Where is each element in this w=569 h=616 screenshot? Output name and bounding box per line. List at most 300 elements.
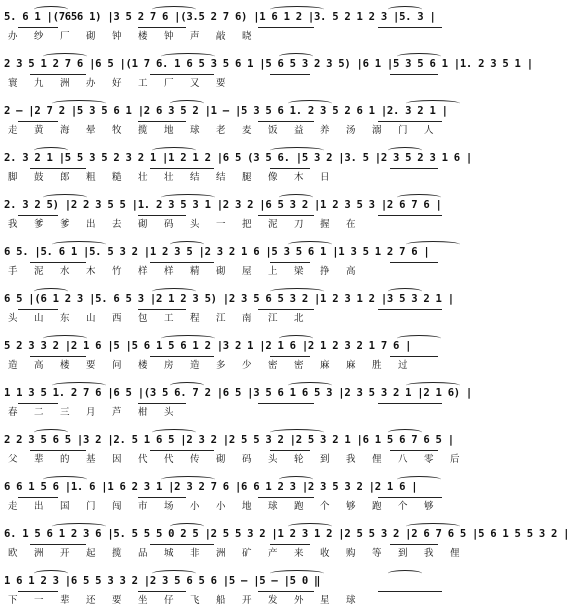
slur-mark: [152, 429, 196, 436]
slur-mark: [152, 570, 196, 577]
lyric-char: 零: [424, 454, 434, 465]
score-system: [4, 8, 494, 48]
score-system: [4, 384, 494, 424]
lyric-char: 门: [86, 501, 96, 512]
beam-underline: [258, 591, 314, 592]
lyric-line: [4, 312, 494, 326]
lyric-char: 钟: [164, 31, 174, 42]
slur-mark: [388, 288, 422, 295]
beam-underline: [258, 121, 314, 122]
notation-line: 6. 1 5 6 1 2 3 6 |5. 5 5 5 0 2 5 |2 5 5 3 2 |1 2 3 1 2 |2 5 5 3 2 |2 6 7 6 5 |5 6 1 5 5 3 2 |: [4, 528, 569, 540]
lyric-char: 竹: [112, 266, 122, 277]
beam-underline: [270, 262, 310, 263]
lyric-char: 溺: [372, 125, 382, 136]
beam-underline: [18, 497, 58, 498]
lyric-char: 球: [268, 501, 278, 512]
lyric-char: 黄: [34, 125, 44, 136]
lyric-char: 结: [190, 172, 200, 183]
lyric-char: 来: [294, 548, 304, 559]
lyric-char: 够: [346, 501, 356, 512]
beam-underline: [258, 215, 314, 216]
slur-mark: [52, 241, 106, 248]
lyric-char: 辈: [60, 595, 70, 606]
beam-underline: [270, 168, 310, 169]
beam-underline: [138, 309, 186, 310]
lyric-char: 跑: [372, 501, 382, 512]
beam-underline: [30, 262, 86, 263]
slur-mark: [406, 100, 460, 107]
slur-mark: [397, 335, 441, 342]
lyric-char: 敲: [216, 31, 226, 42]
lyric-char: 程: [190, 313, 200, 324]
lyric-char: 壮: [164, 172, 174, 183]
lyric-char: 麻: [320, 360, 330, 371]
lyric-char: 造: [190, 360, 200, 371]
slur-mark: [406, 382, 460, 389]
beam-underline: [18, 309, 58, 310]
lyric-char: 结: [216, 172, 226, 183]
slur-mark: [43, 53, 87, 60]
score-system: [4, 431, 494, 471]
beam-underline: [258, 309, 314, 310]
lyric-char: 麻: [346, 360, 356, 371]
lyric-char: 基: [86, 454, 96, 465]
lyric-char: 俚: [372, 454, 382, 465]
notation-line: 5. 6 1 |(7656 1) |3 5 2 7 6 |(3.5 2 7 6) |1 6 1 2 |3. 5 2 1 2 3 |5. 3 |: [4, 11, 436, 23]
lyric-char: 产: [268, 548, 278, 559]
slur-mark: [388, 429, 422, 436]
slur-mark: [34, 147, 68, 154]
lyric-char: 揽: [138, 125, 148, 136]
lyric-char: 在: [346, 219, 356, 230]
lyric-char: 造: [8, 360, 18, 371]
slur-mark: [397, 53, 441, 60]
notation-line: 6 5 |(6 1 2 3 |5. 6 5 3 |2 1 2 3 5) |2 3 5 6 5 3 2 |1 2 3 1 2 |3 5 3 2 1 |: [4, 293, 454, 305]
beam-underline: [150, 450, 214, 451]
slur-mark: [161, 335, 215, 342]
lyric-char: 像: [268, 172, 278, 183]
lyric-char: 要: [112, 595, 122, 606]
lyric-line: [4, 453, 494, 467]
score-system: [4, 102, 494, 142]
lyric-char: 月: [86, 407, 96, 418]
slur-mark: [152, 6, 196, 13]
lyric-line: [4, 30, 494, 44]
beam-underline: [138, 27, 186, 28]
lyric-char: 密: [294, 360, 304, 371]
lyric-line: [4, 359, 494, 373]
lyric-char: 揽: [112, 548, 122, 559]
lyric-char: 过: [398, 360, 408, 371]
lyric-char: 球: [190, 125, 200, 136]
lyric-char: 上: [268, 266, 278, 277]
lyric-char: 少: [242, 360, 252, 371]
slur-mark: [270, 6, 324, 13]
lyric-line: [4, 547, 494, 561]
score-system: [4, 525, 569, 565]
slur-mark: [34, 6, 68, 13]
beam-underline: [18, 591, 58, 592]
lyric-char: 传: [190, 454, 200, 465]
slur-mark: [388, 570, 422, 577]
lyric-char: 购: [346, 548, 356, 559]
lyric-char: 把: [242, 219, 252, 230]
beam-underline: [150, 544, 214, 545]
slur-mark: [406, 523, 460, 530]
lyric-char: 春: [8, 407, 18, 418]
lyric-char: 开: [242, 595, 252, 606]
beam-underline: [390, 450, 438, 451]
lyric-char: 出: [86, 219, 96, 230]
lyric-char: 代: [164, 454, 174, 465]
lyric-char: 山: [34, 313, 44, 324]
lyric-line: [4, 406, 494, 420]
lyric-char: 砌: [86, 31, 96, 42]
slur-mark: [170, 382, 204, 389]
lyric-char: 腿: [242, 172, 252, 183]
lyric-char: 密: [268, 360, 278, 371]
beam-underline: [138, 497, 186, 498]
lyric-char: 人: [424, 125, 434, 136]
lyric-char: 寰: [8, 78, 18, 89]
lyric-char: 小: [216, 501, 226, 512]
lyric-char: 工: [138, 78, 148, 89]
slur-mark: [397, 476, 441, 483]
slur-mark: [52, 382, 106, 389]
lyric-line: [4, 218, 494, 232]
lyric-char: 发: [268, 595, 278, 606]
notation-line: 2 2 3 5 6 5 |3 2 |2. 5 1 6 5 |2 3 2 |2 5 5 3 2 |2 5 3 2 1 |6 1 5 6 7 6 5 |: [4, 434, 454, 446]
lyric-char: 鼓: [34, 172, 44, 183]
lyric-char: 走: [8, 501, 18, 512]
lyric-char: 楼: [60, 360, 70, 371]
lyric-char: 工: [164, 313, 174, 324]
lyric-char: 仔: [164, 595, 174, 606]
beam-underline: [390, 544, 438, 545]
lyric-char: 够: [424, 501, 434, 512]
lyric-char: 还: [86, 595, 96, 606]
slur-mark: [170, 523, 204, 530]
beam-underline: [30, 356, 86, 357]
lyric-char: 老: [216, 125, 226, 136]
notation-line: 2. 3 2 5) |2 2 3 5 5 |1. 2 3 5 3 1 |2 3 2 |6 5 3 2 |1 2 3 5 3 |2 6 7 6 |: [4, 199, 442, 211]
lyric-char: 厂: [164, 78, 174, 89]
slur-mark: [388, 147, 422, 154]
lyric-char: 因: [112, 454, 122, 465]
lyric-char: 纱: [34, 31, 44, 42]
lyric-char: 手: [8, 266, 18, 277]
lyric-char: 水: [60, 266, 70, 277]
beam-underline: [390, 168, 438, 169]
lyric-char: 胜: [372, 360, 382, 371]
notation-line: 2 3 5 1 2 7 6 |6 5 |(1 7 6. 1 6 5 3 5 6 1 |5 6 5 3 2 3 5) |6 1 |5 3 5 6 1 |1. 2 3 5 1 |: [4, 58, 533, 70]
lyric-char: 品: [138, 548, 148, 559]
notation-line: 6 6 1 5 6 |1. 6 |1 6 2 3 1 |2 3 2 7 6 |6 6 1 2 3 |2 3 5 3 2 |2 1 6 |: [4, 481, 418, 493]
beam-underline: [258, 403, 314, 404]
lyric-char: 木: [86, 266, 96, 277]
beam-underline: [138, 121, 186, 122]
lyric-char: 的: [60, 454, 70, 465]
beam-underline: [138, 403, 186, 404]
lyric-char: 厂: [60, 31, 70, 42]
score-system: [4, 243, 494, 283]
lyric-char: 外: [294, 595, 304, 606]
beam-underline: [270, 544, 310, 545]
beam-underline: [270, 356, 310, 357]
lyric-char: 球: [346, 595, 356, 606]
beam-underline: [378, 215, 442, 216]
lyric-char: 国: [60, 501, 70, 512]
beam-underline: [150, 262, 214, 263]
lyric-char: 壮: [138, 172, 148, 183]
beam-underline: [150, 168, 214, 169]
lyric-char: 后: [450, 454, 460, 465]
lyric-char: 汤: [346, 125, 356, 136]
lyric-char: 糙: [112, 172, 122, 183]
lyric-char: 房: [164, 360, 174, 371]
lyric-char: 楼: [138, 360, 148, 371]
lyric-char: 江: [268, 313, 278, 324]
slur-mark: [152, 147, 196, 154]
lyric-char: 样: [164, 266, 174, 277]
lyric-char: 砌: [216, 266, 226, 277]
slur-mark: [52, 523, 106, 530]
lyric-char: 俚: [450, 548, 460, 559]
lyric-char: 轮: [294, 454, 304, 465]
lyric-char: 洲: [216, 548, 226, 559]
lyric-char: 地: [242, 501, 252, 512]
slur-mark: [161, 53, 215, 60]
lyric-char: 挣: [320, 266, 330, 277]
lyric-char: 八: [398, 454, 408, 465]
lyric-char: 养: [320, 125, 330, 136]
lyric-char: 场: [164, 501, 174, 512]
lyric-char: 高: [34, 360, 44, 371]
lyric-char: 我: [346, 454, 356, 465]
beam-underline: [378, 591, 442, 592]
slur-mark: [270, 147, 324, 154]
lyric-char: 收: [320, 548, 330, 559]
lyric-char: 等: [372, 548, 382, 559]
slur-mark: [406, 241, 460, 248]
lyric-char: 饭: [268, 125, 278, 136]
beam-underline: [378, 403, 442, 404]
lyric-char: 爹: [34, 219, 44, 230]
lyric-char: 晓: [242, 31, 252, 42]
lyric-char: 欧: [8, 548, 18, 559]
slur-mark: [397, 194, 441, 201]
score-system: [4, 196, 494, 236]
lyric-char: 样: [138, 266, 148, 277]
lyric-char: 楼: [138, 31, 148, 42]
lyric-char: 码: [164, 219, 174, 230]
beam-underline: [18, 403, 58, 404]
lyric-char: 九: [34, 78, 44, 89]
notation-line: 2. 3 2 1 |5 5 3 5 2 3 2 1 |1 2 1 2 |6 5 (3 5 6. |5 3 2 |3. 5 |2 3 5 2 3 1 6 |: [4, 152, 473, 164]
lyric-char: 屋: [242, 266, 252, 277]
slur-mark: [170, 241, 204, 248]
slur-mark: [288, 382, 332, 389]
lyric-char: 开: [60, 548, 70, 559]
slur-mark: [161, 194, 215, 201]
slur-mark: [43, 476, 87, 483]
lyric-char: 到: [320, 454, 330, 465]
notation-line: 2 — |2 7 2 |5 3 5 6 1 |2 6 3 5 2 |1 — |5 3 5 6 1. 2 3 5 2 6 1 |2. 3 2 1 |: [4, 105, 448, 117]
lyric-char: 江: [216, 313, 226, 324]
slur-mark: [152, 288, 196, 295]
lyric-line: [4, 500, 494, 514]
lyric-char: 南: [242, 313, 252, 324]
lyric-char: 门: [398, 125, 408, 136]
beam-underline: [390, 262, 438, 263]
lyric-char: 牧: [112, 125, 122, 136]
lyric-char: 木: [294, 172, 304, 183]
notation-line: 6 5. |5. 6 1 |5. 5 3 2 |1 2 3 5 |2 3 2 1 6 |5 3 5 6 1 |1 3 5 1 2 7 6 |: [4, 246, 430, 258]
lyric-char: 北: [294, 313, 304, 324]
beam-underline: [30, 74, 86, 75]
lyric-char: 刀: [294, 219, 304, 230]
lyric-char: 城: [164, 548, 174, 559]
beam-underline: [18, 27, 58, 28]
lyric-char: 闯: [112, 501, 122, 512]
lyric-char: 柑: [138, 407, 148, 418]
lyric-char: 头: [190, 219, 200, 230]
slur-mark: [34, 288, 68, 295]
lyric-char: 辈: [34, 454, 44, 465]
lyric-char: 洲: [60, 78, 70, 89]
notation-line: 1 6 1 2 3 |6 5 5 3 3 2 |2 3 5 6 5 6 |5 — |5 — |5 0 ‖: [4, 575, 321, 587]
lyric-char: 泥: [268, 219, 278, 230]
lyric-char: 要: [86, 360, 96, 371]
slur-mark: [288, 100, 332, 107]
lyric-char: 麦: [242, 125, 252, 136]
lyric-line: [4, 594, 494, 608]
lyric-char: 船: [216, 595, 226, 606]
lyric-char: 砌: [216, 454, 226, 465]
lyric-char: 地: [164, 125, 174, 136]
beam-underline: [30, 168, 86, 169]
lyric-char: 个: [320, 501, 330, 512]
lyric-char: 泥: [34, 266, 44, 277]
beam-underline: [138, 591, 186, 592]
beam-underline: [390, 74, 438, 75]
lyric-char: 握: [320, 219, 330, 230]
slur-mark: [161, 476, 215, 483]
lyric-char: 出: [34, 501, 44, 512]
beam-underline: [18, 215, 58, 216]
lyric-char: 矿: [242, 548, 252, 559]
slur-mark: [34, 429, 68, 436]
lyric-char: 非: [190, 548, 200, 559]
lyric-char: 好: [112, 78, 122, 89]
slur-mark: [279, 53, 313, 60]
lyric-char: 去: [112, 219, 122, 230]
lyric-char: 办: [86, 78, 96, 89]
slur-mark: [279, 194, 313, 201]
beam-underline: [138, 215, 186, 216]
beam-underline: [390, 356, 438, 357]
lyric-char: 西: [112, 313, 122, 324]
beam-underline: [258, 27, 314, 28]
lyric-char: 我: [424, 548, 434, 559]
lyric-char: 东: [60, 313, 70, 324]
notation-line: 5 2 3 3 2 |2 1 6 |5 |5 6 1 5 6 1 2 |3 2 1 |2 1 6 |2 1 2 3 2 1 7 6 |: [4, 340, 412, 352]
lyric-char: 办: [8, 31, 18, 42]
lyric-char: 日: [320, 172, 330, 183]
lyric-char: 包: [138, 313, 148, 324]
slur-mark: [34, 570, 68, 577]
score-system: [4, 478, 494, 518]
beam-underline: [270, 74, 310, 75]
lyric-char: 父: [8, 454, 18, 465]
beam-underline: [150, 356, 214, 357]
lyric-char: 起: [86, 548, 96, 559]
lyric-char: 粗: [86, 172, 96, 183]
score-system: [4, 290, 494, 330]
lyric-line: [4, 124, 494, 138]
lyric-char: 一: [216, 219, 226, 230]
slur-mark: [270, 288, 324, 295]
lyric-char: 芦: [112, 407, 122, 418]
lyric-char: 梁: [294, 266, 304, 277]
beam-underline: [258, 497, 314, 498]
lyric-char: 跑: [294, 501, 304, 512]
lyric-char: 到: [398, 548, 408, 559]
beam-underline: [150, 74, 214, 75]
lyric-char: 我: [8, 219, 18, 230]
slur-mark: [52, 100, 106, 107]
lyric-char: 码: [242, 454, 252, 465]
lyric-char: 头: [268, 454, 278, 465]
beam-underline: [378, 309, 442, 310]
lyric-char: 二: [34, 407, 44, 418]
lyric-char: 要: [216, 78, 226, 89]
score-system: [4, 149, 494, 189]
lyric-char: 三: [60, 407, 70, 418]
score-system: [4, 572, 494, 612]
lyric-char: 山: [86, 313, 96, 324]
beam-underline: [378, 27, 442, 28]
slur-mark: [279, 476, 313, 483]
lyric-char: 市: [138, 501, 148, 512]
lyric-char: 脚: [8, 172, 18, 183]
notation-line: 1 1 3 5 1. 2 7 6 |6 5 |(3 5 6. 7 2 |6 5 |3 5 6 1 6 5 3 |2 3 5 3 2 1 |2 1 6) |: [4, 387, 473, 399]
beam-underline: [30, 450, 86, 451]
lyric-char: 代: [138, 454, 148, 465]
slur-mark: [43, 335, 87, 342]
slur-mark: [388, 6, 422, 13]
lyric-line: [4, 265, 494, 279]
lyric-char: 高: [346, 266, 356, 277]
beam-underline: [18, 121, 58, 122]
lyric-char: 头: [8, 313, 18, 324]
lyric-char: 小: [190, 501, 200, 512]
lyric-char: 益: [294, 125, 304, 136]
lyric-char: 个: [398, 501, 408, 512]
lyric-char: 海: [60, 125, 70, 136]
lyric-char: 走: [8, 125, 18, 136]
lyric-char: 一: [34, 595, 44, 606]
score-system: [4, 337, 494, 377]
lyric-char: 星: [320, 595, 330, 606]
beam-underline: [378, 121, 442, 122]
beam-underline: [378, 497, 442, 498]
lyric-char: 晕: [86, 125, 96, 136]
lyric-char: 郎: [60, 172, 70, 183]
slur-mark: [270, 429, 324, 436]
lyric-char: 飞: [190, 595, 200, 606]
slur-mark: [288, 241, 332, 248]
